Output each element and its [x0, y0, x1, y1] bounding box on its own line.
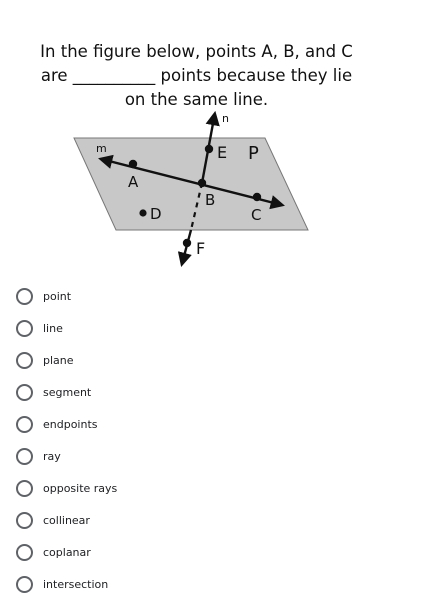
label-a: A	[128, 173, 139, 191]
option-label: coplanar	[43, 545, 91, 559]
point-b	[198, 179, 206, 187]
point-e	[205, 145, 213, 153]
option-ray[interactable]	[16, 440, 416, 472]
point-f	[183, 239, 191, 247]
option-segment[interactable]	[16, 376, 416, 408]
label-c: C	[251, 206, 262, 224]
radio-button[interactable]	[16, 544, 33, 561]
geometry-figure	[60, 108, 320, 268]
label-p: P	[248, 143, 259, 164]
label-d: D	[150, 205, 162, 223]
option-collinear[interactable]	[16, 504, 416, 536]
radio-button[interactable]	[16, 352, 33, 369]
answer-options	[16, 280, 416, 600]
radio-button[interactable]	[16, 576, 33, 593]
point-d	[139, 209, 146, 216]
option-point[interactable]	[16, 280, 416, 312]
option-intersection[interactable]	[16, 568, 416, 600]
question-line-1: In the figure below, points A, B, and C	[40, 42, 353, 61]
radio-button[interactable]	[16, 512, 33, 529]
label-n: n	[222, 112, 229, 125]
radio-button[interactable]	[16, 320, 33, 337]
option-label: point	[43, 289, 72, 303]
option-label: endpoints	[43, 417, 98, 431]
option-opposite-rays[interactable]	[16, 472, 416, 504]
point-c	[253, 193, 261, 201]
label-e: E	[217, 143, 228, 162]
radio-button[interactable]	[16, 288, 33, 305]
question-line-2: are __________ points because they lie	[40, 66, 353, 85]
plane-p	[74, 138, 308, 230]
option-label: intersection	[43, 577, 109, 591]
option-line[interactable]	[16, 312, 416, 344]
option-plane[interactable]	[16, 344, 416, 376]
point-a	[129, 160, 137, 168]
option-label: opposite rays	[43, 481, 118, 495]
option-coplanar[interactable]	[16, 536, 416, 568]
question-line-3: on the same line.	[124, 90, 269, 109]
option-endpoints[interactable]	[16, 408, 416, 440]
geometry-figure-svg	[60, 108, 320, 268]
question-text	[0, 40, 393, 112]
option-label: ray	[43, 449, 61, 463]
option-label: collinear	[43, 513, 90, 527]
radio-button[interactable]	[16, 448, 33, 465]
radio-button[interactable]	[16, 480, 33, 497]
radio-button[interactable]	[16, 416, 33, 433]
radio-button[interactable]	[16, 384, 33, 401]
option-label: plane	[43, 353, 74, 367]
option-label: line	[43, 321, 63, 335]
label-b: B	[205, 191, 216, 209]
label-f: F	[196, 239, 206, 258]
label-m: m	[96, 142, 107, 155]
option-label: segment	[43, 385, 92, 399]
